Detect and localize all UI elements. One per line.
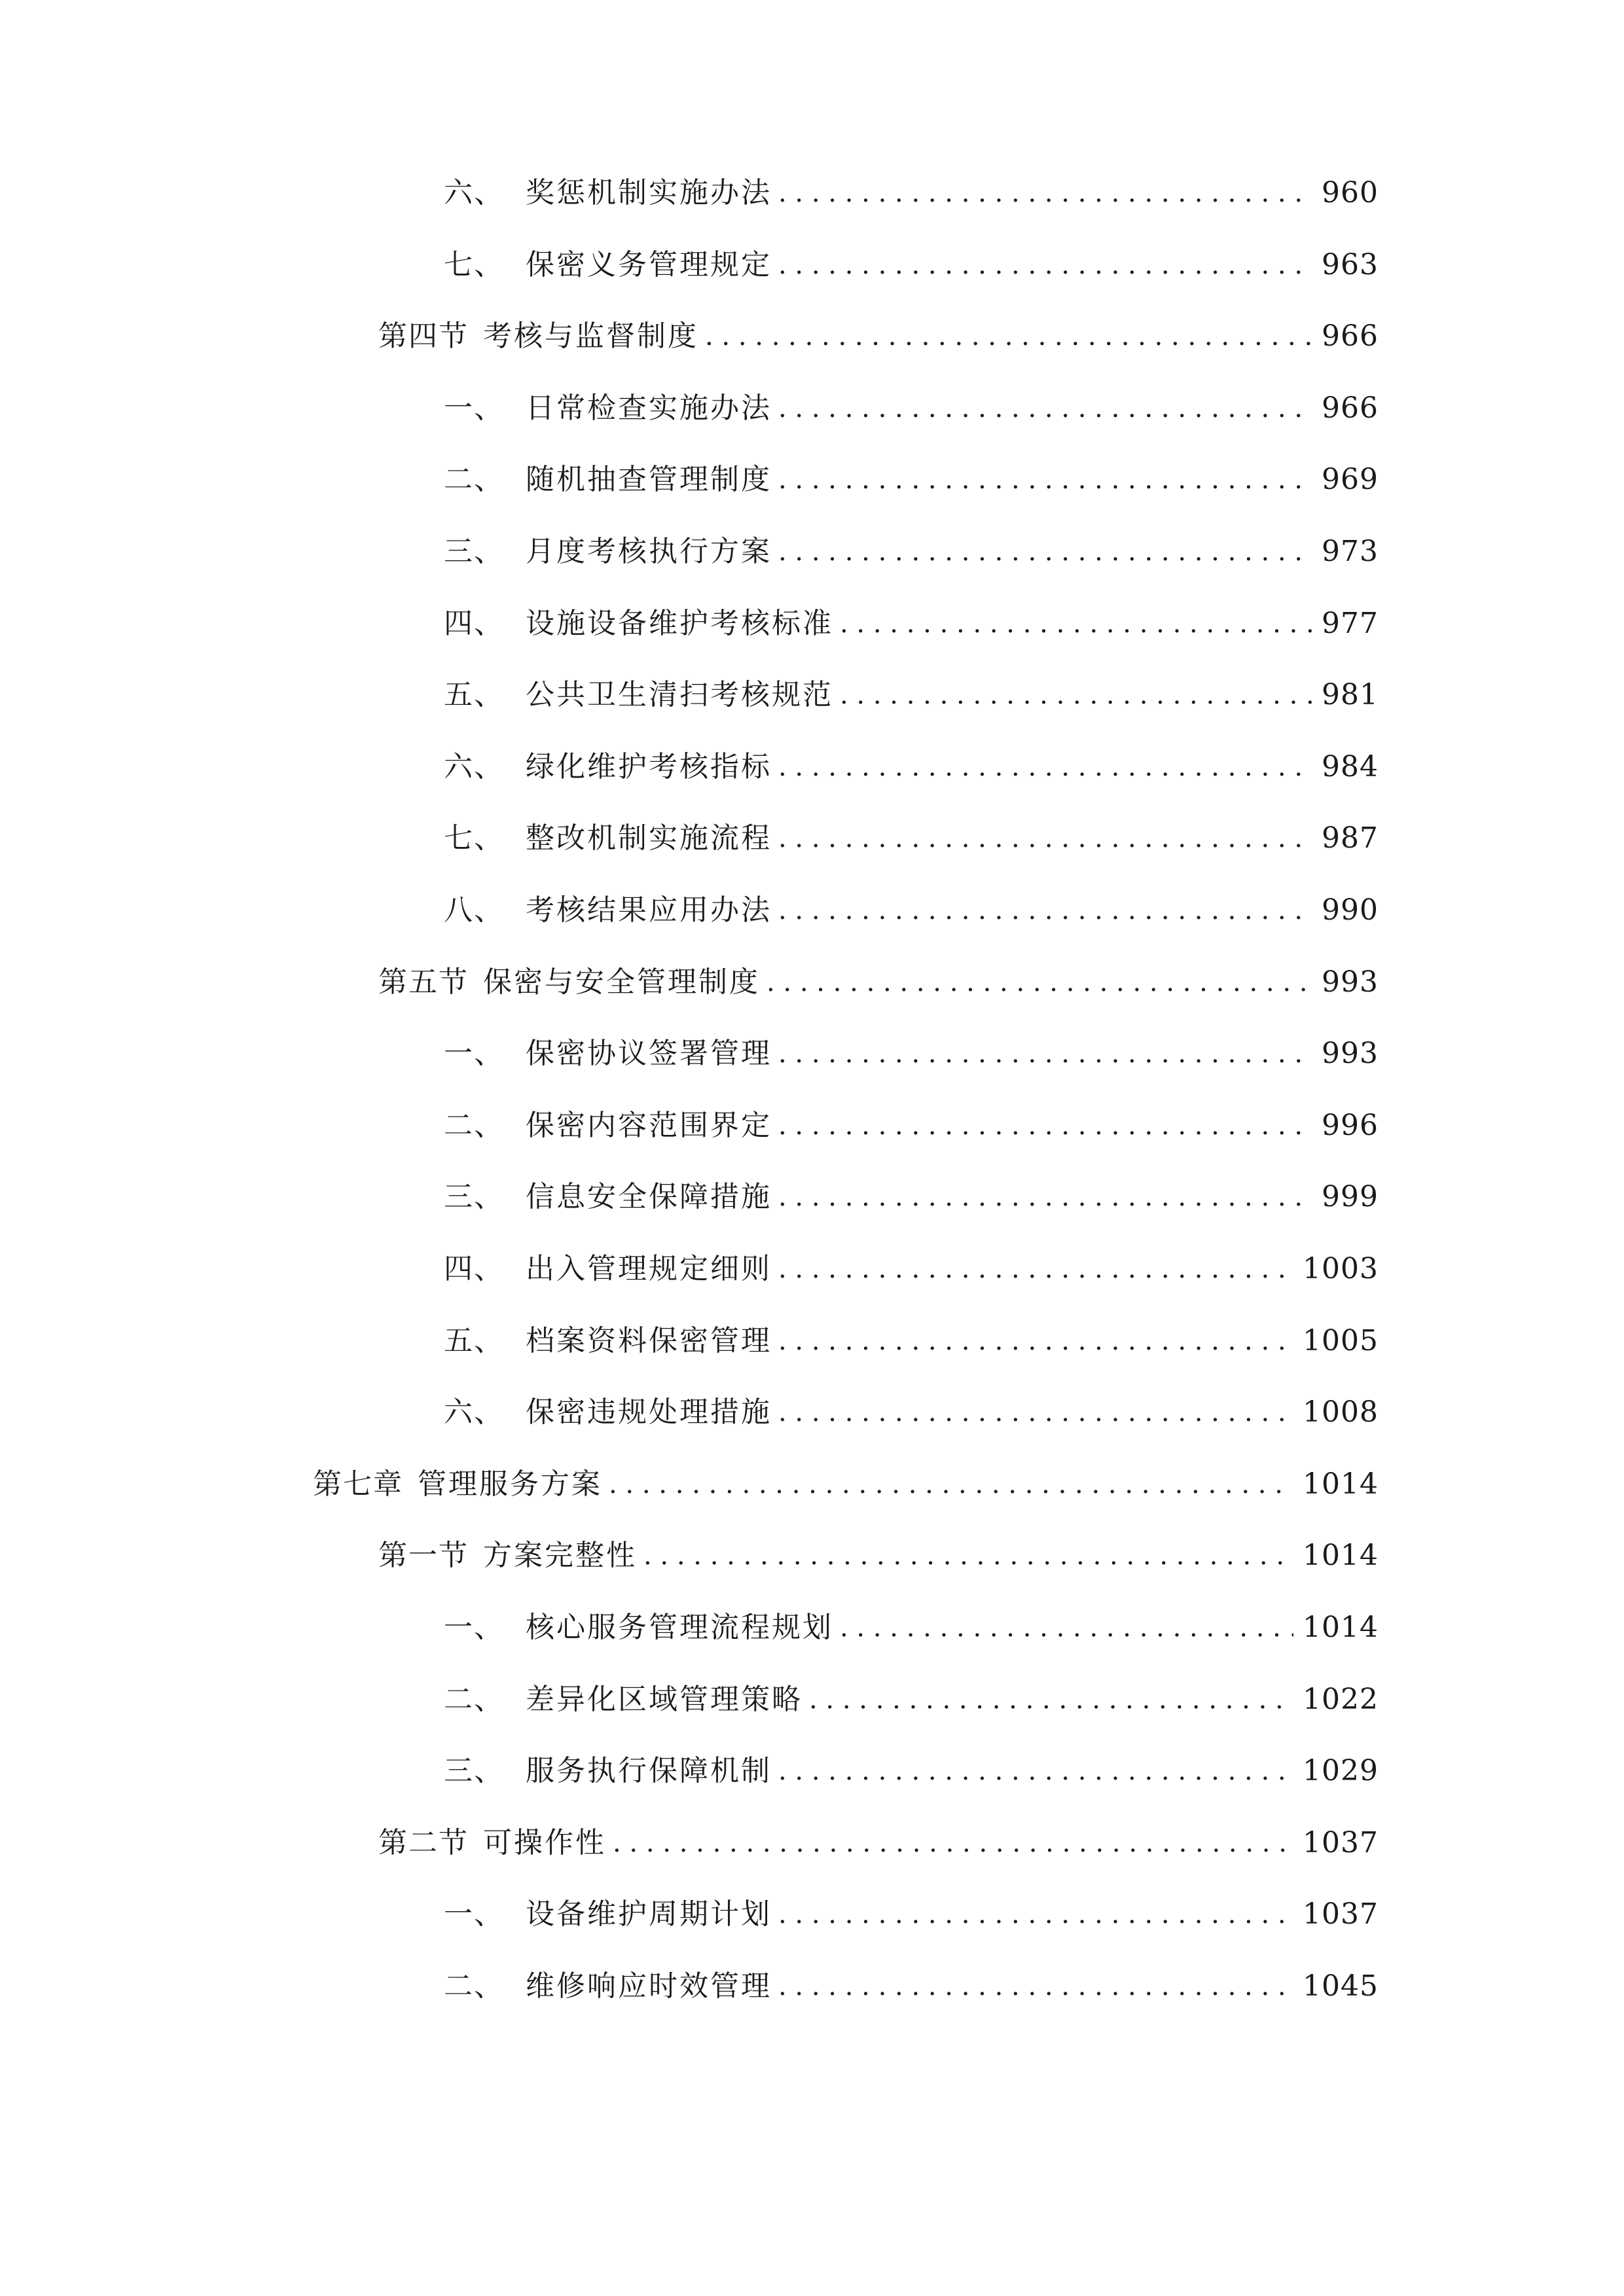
toc-entry-page-number: 984 — [1322, 749, 1379, 783]
toc-entry-marker: 五、 — [444, 1323, 504, 1357]
toc-entry-title: 服务执行保障机制 — [526, 1754, 772, 1788]
toc-entry-page-number: 960 — [1322, 176, 1379, 209]
toc-entry[interactable] — [444, 1028, 1379, 1080]
toc-entry-title: 维修响应时效管理 — [526, 1969, 772, 2003]
toc-entry-marker: 二、 — [444, 1108, 504, 1142]
toc-entry-title: 方案完整性 — [483, 1539, 637, 1573]
toc-entry-title: 保密与安全管理制度 — [483, 965, 760, 999]
toc-dot-leader — [778, 1960, 1293, 2013]
toc-entry-title: 信息安全保障措施 — [526, 1180, 772, 1214]
toc-entry-page-number: 999 — [1322, 1180, 1379, 1214]
toc-entry-page-number: 1008 — [1303, 1395, 1379, 1429]
toc-entry[interactable] — [444, 812, 1379, 865]
toc-entry-marker: 七、 — [444, 247, 504, 281]
toc-dot-leader — [778, 812, 1312, 865]
toc-entry-page-number: 1014 — [1303, 1467, 1379, 1501]
toc-entry[interactable] — [378, 1817, 1379, 1869]
toc-dot-leader — [778, 382, 1312, 435]
toc-entry-page-number: 993 — [1322, 965, 1379, 999]
toc-entry-marker: 八、 — [444, 893, 504, 927]
toc-entry-marker: 第一节 — [378, 1539, 469, 1573]
toc-entry[interactable] — [444, 1888, 1379, 1941]
toc-entry-title: 管理服务方案 — [418, 1467, 602, 1501]
toc-entry[interactable] — [444, 1745, 1379, 1797]
toc-dot-leader — [778, 1745, 1293, 1797]
toc-entry-page-number: 1005 — [1303, 1323, 1379, 1357]
toc-entry-marker: 六、 — [444, 749, 504, 783]
toc-entry[interactable] — [444, 1386, 1379, 1439]
toc-dot-leader — [778, 239, 1312, 291]
toc-dot-leader — [643, 1530, 1293, 1582]
toc-entry-page-number: 1037 — [1303, 1825, 1379, 1859]
toc-entry-marker: 二、 — [444, 463, 504, 497]
toc-entry-title: 保密内容范围界定 — [526, 1108, 772, 1142]
toc-entry-title: 公共卫生清扫考核规范 — [526, 678, 833, 712]
toc-entry-marker: 一、 — [444, 391, 504, 425]
toc-entry-title: 奖惩机制实施办法 — [526, 176, 772, 209]
toc-entry-page-number: 966 — [1322, 391, 1379, 425]
toc-dot-leader — [778, 526, 1312, 578]
toc-entry-page-number: 987 — [1322, 821, 1379, 855]
toc-entry-page-number: 1037 — [1303, 1897, 1379, 1931]
toc-dot-leader — [840, 598, 1312, 650]
toc-entry-title: 保密义务管理规定 — [526, 247, 772, 281]
toc-entry[interactable] — [444, 1171, 1379, 1223]
toc-entry-page-number: 1045 — [1303, 1969, 1379, 2003]
toc-entry-title: 绿化维护考核指标 — [526, 749, 772, 783]
toc-entry-marker: 四、 — [444, 1252, 504, 1285]
toc-entry-title: 保密违规处理措施 — [526, 1395, 772, 1429]
toc-entry-title: 考核与监督制度 — [483, 319, 698, 353]
toc-entry[interactable] — [378, 310, 1379, 363]
toc-entry-title: 档案资料保密管理 — [526, 1323, 772, 1357]
toc-entry[interactable] — [444, 1602, 1379, 1654]
toc-entry[interactable] — [313, 1458, 1379, 1511]
toc-entry-page-number: 1014 — [1303, 1539, 1379, 1573]
toc-entry[interactable] — [378, 956, 1379, 1009]
toc-entry[interactable] — [378, 1530, 1379, 1582]
toc-entry[interactable] — [444, 884, 1379, 937]
toc-entry[interactable] — [444, 741, 1379, 793]
toc-dot-leader — [778, 1028, 1312, 1080]
toc-dot-leader — [613, 1817, 1293, 1869]
toc-dot-leader — [609, 1458, 1293, 1511]
toc-entry-marker: 六、 — [444, 1395, 504, 1429]
toc-dot-leader — [778, 1171, 1312, 1223]
toc-entry[interactable] — [444, 526, 1379, 578]
toc-entry[interactable] — [444, 598, 1379, 650]
toc-dot-leader — [778, 1888, 1293, 1941]
toc-entry-title: 考核结果应用办法 — [526, 893, 772, 927]
toc-entry-page-number: 990 — [1322, 893, 1379, 927]
toc-entry-marker: 四、 — [444, 606, 504, 640]
toc-entry[interactable] — [444, 454, 1379, 506]
toc-dot-leader — [705, 310, 1312, 363]
toc-entry-title: 随机抽查管理制度 — [526, 463, 772, 497]
toc-entry-marker: 一、 — [444, 1037, 504, 1071]
toc-entry-page-number: 966 — [1322, 319, 1379, 353]
toc-dot-leader — [767, 956, 1312, 1009]
toc-dot-leader — [778, 454, 1312, 506]
toc-entry-title: 日常检查实施办法 — [526, 391, 772, 425]
toc-entry-marker: 六、 — [444, 176, 504, 209]
toc-entry[interactable] — [444, 669, 1379, 721]
toc-dot-leader — [840, 1602, 1293, 1654]
toc-entry-marker: 三、 — [444, 535, 504, 568]
toc-entry[interactable] — [444, 1243, 1379, 1295]
toc-entry-page-number: 1029 — [1303, 1754, 1379, 1788]
toc-entry-page-number: 1022 — [1303, 1682, 1379, 1716]
toc-entry-marker: 一、 — [444, 1897, 504, 1931]
toc-entry[interactable] — [444, 1674, 1379, 1726]
toc-entry-title: 出入管理规定细则 — [526, 1252, 772, 1285]
toc-entry-title: 差异化区域管理策略 — [526, 1682, 803, 1716]
toc-entry-title: 核心服务管理流程规划 — [526, 1611, 833, 1644]
toc-entry[interactable] — [444, 1100, 1379, 1152]
toc-entry-marker: 五、 — [444, 678, 504, 712]
toc-dot-leader — [778, 1100, 1312, 1152]
toc-dot-leader — [778, 741, 1312, 793]
toc-entry-marker: 第五节 — [378, 965, 469, 999]
toc-entry-marker: 第七章 — [313, 1467, 403, 1501]
toc-entry-page-number: 973 — [1322, 535, 1379, 568]
toc-dot-leader — [778, 1243, 1293, 1295]
toc-entry-marker: 三、 — [444, 1180, 504, 1214]
toc-entry-page-number: 977 — [1322, 606, 1379, 640]
toc-entry-page-number: 1003 — [1303, 1252, 1379, 1285]
toc-entry[interactable] — [444, 382, 1379, 435]
toc-entry-title: 可操作性 — [483, 1825, 606, 1859]
toc-entry[interactable] — [444, 1960, 1379, 2013]
toc-entry[interactable] — [444, 1315, 1379, 1367]
toc-dot-leader — [778, 1315, 1293, 1367]
toc-entry-title: 设施设备维护考核标准 — [526, 606, 833, 640]
toc-dot-leader — [778, 1386, 1293, 1439]
toc-entry-page-number: 969 — [1322, 463, 1379, 497]
toc-dot-leader — [778, 884, 1312, 937]
toc-dot-leader — [778, 167, 1312, 219]
toc-dot-leader — [840, 669, 1312, 721]
toc-entry-marker: 二、 — [444, 1682, 504, 1716]
toc-entry-page-number: 1014 — [1303, 1611, 1379, 1644]
toc-entry-marker: 七、 — [444, 821, 504, 855]
toc-entry-page-number: 993 — [1322, 1037, 1379, 1071]
toc-entry-marker: 二、 — [444, 1969, 504, 2003]
toc-entry-title: 月度考核执行方案 — [526, 535, 772, 568]
toc-entry-marker: 三、 — [444, 1754, 504, 1788]
toc-entry-marker: 第四节 — [378, 319, 469, 353]
toc-entry-page-number: 981 — [1322, 678, 1379, 712]
toc-entry-marker: 一、 — [444, 1611, 504, 1644]
toc-entry-title: 保密协议签署管理 — [526, 1037, 772, 1071]
toc-entry-page-number: 963 — [1322, 247, 1379, 281]
toc-entry[interactable] — [444, 239, 1379, 291]
toc-entry-marker: 第二节 — [378, 1825, 469, 1859]
toc-entry-page-number: 996 — [1322, 1108, 1379, 1142]
toc-entry[interactable] — [444, 167, 1379, 219]
toc-entry-title: 整改机制实施流程 — [526, 821, 772, 855]
toc-dot-leader — [809, 1674, 1293, 1726]
toc-entry-title: 设备维护周期计划 — [526, 1897, 772, 1931]
